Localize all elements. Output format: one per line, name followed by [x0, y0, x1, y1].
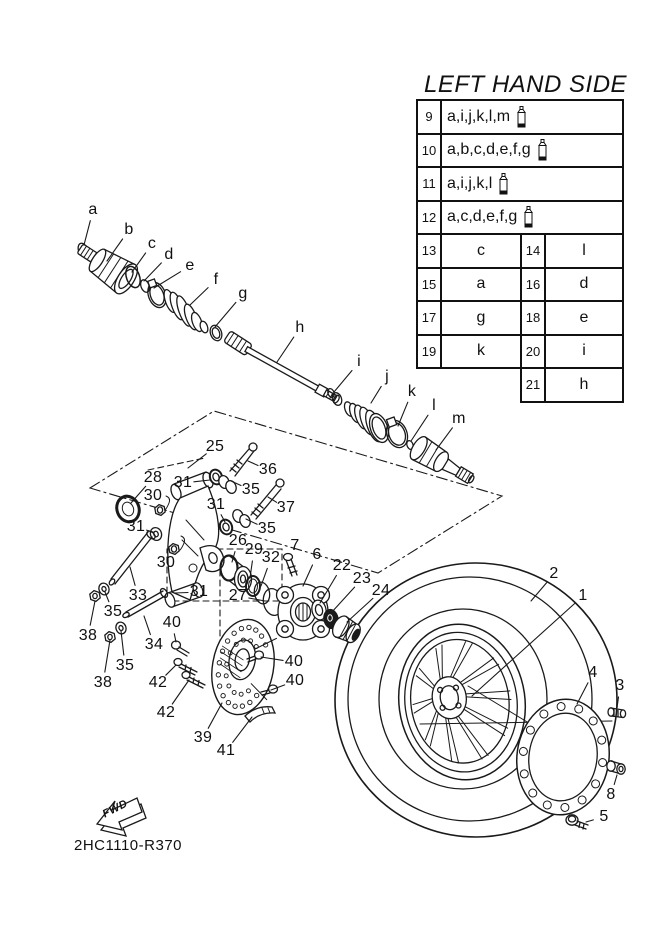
cell-ref: e: [579, 308, 589, 326]
row-refs-text: a,i,j,k,l,m: [447, 107, 511, 125]
cell-ref: l: [582, 241, 586, 259]
cell-number: 15: [418, 269, 442, 301]
cell-ref: k: [477, 342, 485, 360]
table-cell: [520, 269, 624, 303]
callout-label-38: 38: [78, 627, 98, 644]
table-cell: [520, 302, 624, 336]
callout-label-1: 1: [578, 587, 588, 604]
pair-col-right: [520, 235, 624, 403]
cell-ref: h: [579, 375, 589, 393]
hub-drawing: [277, 584, 364, 646]
cv-outer-joint-drawing: [327, 388, 480, 492]
axle-shaft-drawing: [224, 331, 341, 404]
cell-number: 19: [418, 336, 442, 368]
callout-label-e: e: [185, 257, 195, 274]
callout-label-22: 22: [332, 557, 352, 574]
cell-ref: d: [579, 275, 589, 293]
reference-table: [416, 99, 624, 403]
fwd-arrow-label: FWD: [100, 797, 130, 821]
callout-label-g: g: [238, 285, 248, 302]
row-number: 12: [418, 202, 442, 234]
row-number: 11: [418, 168, 442, 200]
pair-col-left: [416, 235, 520, 403]
cell-number: 14: [522, 235, 546, 267]
callout-label-30: 30: [156, 554, 176, 571]
table-cell: [520, 235, 624, 269]
table-row: [418, 135, 622, 169]
callout-label-23: 23: [352, 570, 372, 587]
pair-section: [416, 235, 624, 403]
callout-label-32: 32: [261, 549, 281, 566]
callout-label-37: 37: [276, 499, 296, 516]
table-cell: [416, 269, 520, 303]
callout-label-6: 6: [312, 546, 322, 563]
part-code: 2HC1110-R370: [74, 837, 183, 854]
callout-label-m: m: [452, 410, 466, 427]
row-refs: [442, 202, 622, 234]
cell-ref: c: [477, 241, 485, 259]
callout-label-4: 4: [588, 664, 598, 681]
table-cell: [520, 336, 624, 370]
row-refs-text: a,b,c,d,e,f,g: [447, 141, 531, 159]
callout-label-42: 42: [156, 704, 176, 721]
callout-label-k: k: [407, 383, 417, 400]
callout-label-30: 30: [143, 487, 163, 504]
table-cell: [520, 369, 624, 403]
callout-label-35: 35: [241, 481, 261, 498]
row-number: 9: [418, 101, 442, 133]
cell-ref: g: [476, 308, 486, 326]
cell-number: 17: [418, 302, 442, 334]
callout-label-38: 38: [93, 674, 113, 691]
callout-label-40: 40: [162, 614, 182, 631]
callout-label-b: b: [124, 221, 134, 238]
callout-label-33: 33: [128, 587, 148, 604]
page-title: LEFT HAND SIDE: [424, 71, 628, 98]
cv-boot-inner: [162, 288, 210, 334]
callout-label-5: 5: [599, 808, 609, 825]
callout-label-31: 31: [189, 583, 209, 600]
table-cell: [416, 302, 520, 336]
callout-label-40: 40: [285, 672, 305, 689]
callout-label-24: 24: [371, 582, 391, 599]
callout-label-a: a: [88, 201, 98, 218]
callout-label-27: 27: [228, 587, 248, 604]
callout-label-l: l: [432, 397, 436, 414]
cell-number: 20: [522, 336, 546, 368]
callout-label-j: j: [385, 368, 389, 385]
callout-label-7: 7: [290, 537, 300, 554]
callout-label-d: d: [164, 246, 174, 263]
callout-label-f: f: [213, 271, 219, 288]
callout-label-8: 8: [606, 786, 616, 803]
callout-label-2: 2: [549, 565, 559, 582]
callout-label-42: 42: [148, 674, 168, 691]
callout-label-36: 36: [258, 461, 278, 478]
grease-section: [416, 99, 624, 235]
callout-label-25: 25: [205, 438, 225, 455]
callout-label-31: 31: [206, 496, 226, 513]
beadlock-bolt-drawing: [566, 815, 588, 829]
callout-label-35: 35: [115, 657, 135, 674]
callout-label-39: 39: [193, 729, 213, 746]
callout-label-26: 26: [228, 532, 248, 549]
grease-tube-icon: [515, 106, 528, 128]
callout-label-29: 29: [244, 541, 264, 558]
callout-label-c: c: [147, 235, 157, 252]
cell-number: 18: [522, 302, 546, 334]
row-refs-text: a,i,j,k,l: [447, 174, 493, 192]
table-row: [418, 168, 622, 202]
grease-tube-icon: [497, 173, 510, 195]
cell-number: 16: [522, 269, 546, 301]
callout-label-34: 34: [144, 636, 164, 653]
callout-label-41: 41: [216, 742, 236, 759]
callout-label-28: 28: [143, 469, 163, 486]
callout-label-35: 35: [257, 520, 277, 537]
cell-number: 21: [522, 369, 546, 401]
callout-label-3: 3: [615, 677, 625, 694]
grease-tube-icon: [522, 206, 535, 228]
cell-number: 13: [418, 235, 442, 267]
callout-label-35: 35: [103, 603, 123, 620]
table-cell: [416, 336, 520, 370]
row-number: 10: [418, 135, 442, 167]
callout-label-i: i: [357, 353, 361, 370]
row-refs: [442, 168, 622, 200]
table-row: [418, 101, 622, 135]
table-cell: [416, 235, 520, 269]
row-refs: [442, 101, 622, 133]
cell-ref: i: [582, 342, 586, 360]
callout-label-h: h: [295, 319, 305, 336]
callout-label-40: 40: [284, 653, 304, 670]
callout-label-31: 31: [126, 518, 146, 535]
grease-tube-icon: [536, 139, 549, 161]
brake-disc-drawing: [172, 614, 282, 722]
row-refs-text: a,c,d,e,f,g: [447, 208, 518, 226]
row-refs: [442, 135, 622, 167]
table-row: [418, 202, 622, 236]
wheel-nut-drawing: [607, 761, 625, 774]
callout-label-31: 31: [173, 474, 193, 491]
cell-ref: a: [476, 275, 486, 293]
